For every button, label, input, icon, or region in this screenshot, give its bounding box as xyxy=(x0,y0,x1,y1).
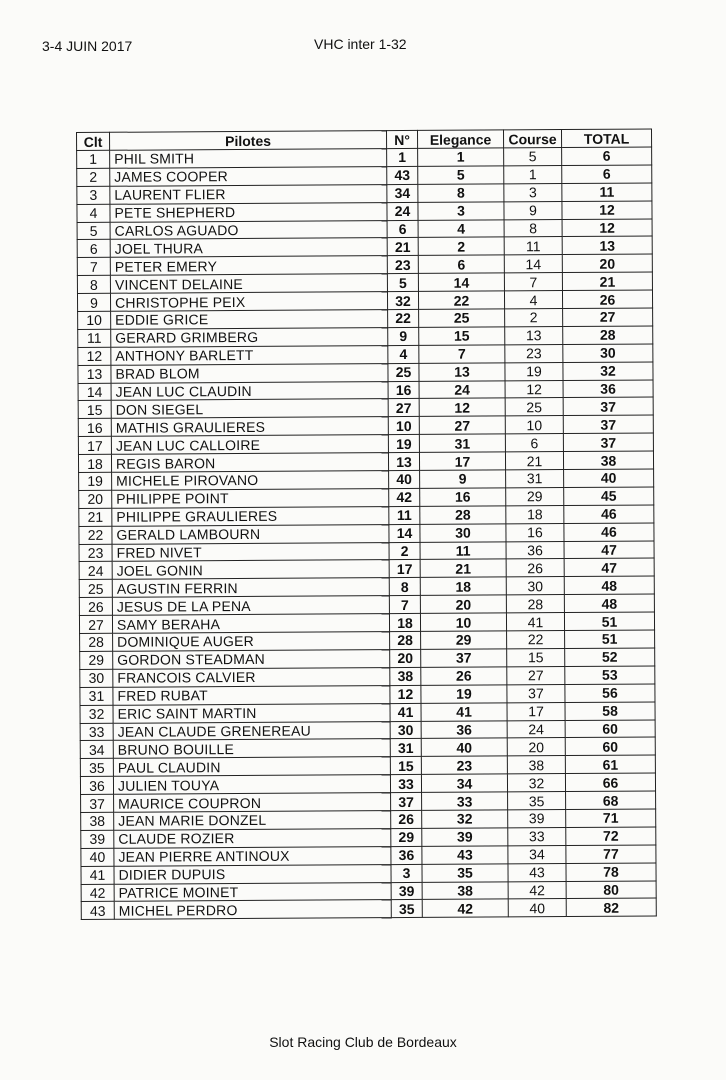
total-cell: 51 xyxy=(564,612,654,630)
car-number-cell: 20 xyxy=(390,649,421,667)
event-title: VHC inter 1-32 xyxy=(314,36,407,52)
course-cell: 11 xyxy=(504,237,562,255)
car-number-cell: 16 xyxy=(388,381,419,399)
elegance-cell: 8 xyxy=(418,184,504,202)
rank-cell: 27 xyxy=(79,615,112,633)
table-row xyxy=(81,898,656,919)
course-cell: 36 xyxy=(506,541,564,559)
total-cell: 47 xyxy=(564,541,654,559)
results-body xyxy=(77,147,657,920)
pilot-name-cell: JAMES COOPER xyxy=(110,166,387,186)
pilot-name-cell: JEAN PIERRE ANTINOUX xyxy=(114,846,391,866)
pilot-name-cell: CHRISTOPHE PEIX xyxy=(110,292,387,312)
elegance-cell: 17 xyxy=(419,452,505,470)
car-number-cell: 4 xyxy=(388,345,419,363)
course-cell: 24 xyxy=(507,720,565,738)
car-number-cell: 32 xyxy=(387,292,418,310)
course-cell: 2 xyxy=(505,309,563,327)
course-cell: 34 xyxy=(508,845,566,863)
total-cell: 78 xyxy=(566,863,656,881)
course-cell: 23 xyxy=(505,344,563,362)
pilot-name-cell: DIDIER DUPUIS xyxy=(114,864,391,884)
total-cell: 13 xyxy=(562,236,652,254)
rank-cell: 20 xyxy=(79,490,112,508)
car-number-cell: 8 xyxy=(389,578,420,596)
course-cell: 21 xyxy=(505,452,563,470)
car-number-cell: 39 xyxy=(391,882,422,900)
elegance-cell: 10 xyxy=(420,613,506,631)
pilot-name-cell: PETE SHEPHERD xyxy=(110,202,387,222)
course-cell: 12 xyxy=(505,380,563,398)
course-cell: 6 xyxy=(505,434,563,452)
car-number-cell: 1 xyxy=(387,148,418,166)
pilot-name-cell: CLAUDE ROZIER xyxy=(114,828,391,848)
total-cell: 51 xyxy=(565,630,655,648)
elegance-cell: 27 xyxy=(419,416,505,434)
pilot-name-cell: FRED NIVET xyxy=(112,542,389,562)
elegance-cell: 7 xyxy=(419,345,505,363)
total-cell: 80 xyxy=(566,880,656,898)
course-cell: 20 xyxy=(507,738,565,756)
car-number-cell: 26 xyxy=(391,810,422,828)
total-cell: 6 xyxy=(562,165,652,183)
elegance-cell: 41 xyxy=(421,702,507,720)
rank-cell: 10 xyxy=(78,311,111,329)
rank-cell: 3 xyxy=(77,186,110,204)
total-cell: 71 xyxy=(566,809,656,827)
course-cell: 16 xyxy=(506,523,564,541)
course-cell: 8 xyxy=(504,219,562,237)
rank-cell: 39 xyxy=(81,830,114,848)
car-number-cell: 15 xyxy=(390,757,421,775)
elegance-cell: 39 xyxy=(422,828,508,846)
pilot-name-cell: PAUL CLAUDIN xyxy=(113,757,390,777)
course-cell: 33 xyxy=(508,827,566,845)
total-cell: 36 xyxy=(563,380,653,398)
elegance-cell: 13 xyxy=(419,363,505,381)
pilot-name-cell: JEAN LUC CALLOIRE xyxy=(111,435,388,455)
pilot-name-cell: JEAN CLAUDE GRENEREAU xyxy=(113,721,390,741)
rank-cell: 13 xyxy=(78,365,111,383)
total-cell: 46 xyxy=(564,523,654,541)
pilot-name-cell: REGIS BARON xyxy=(111,453,388,473)
total-cell: 66 xyxy=(565,773,655,791)
car-number-cell: 17 xyxy=(389,560,420,578)
rank-cell: 26 xyxy=(79,598,112,616)
rank-cell: 7 xyxy=(77,258,110,276)
elegance-cell: 16 xyxy=(420,488,506,506)
rank-cell: 34 xyxy=(80,741,113,759)
pilot-name-cell: GERALD LAMBOURN xyxy=(112,524,389,544)
rank-cell: 23 xyxy=(79,544,112,562)
car-number-cell: 30 xyxy=(390,721,421,739)
elegance-cell: 30 xyxy=(420,524,506,542)
car-number-cell: 35 xyxy=(391,900,422,918)
elegance-cell: 24 xyxy=(419,380,505,398)
course-cell: 18 xyxy=(506,505,564,523)
elegance-cell: 3 xyxy=(418,202,504,220)
event-date: 3-4 JUIN 2017 xyxy=(42,38,133,54)
rank-cell: 1 xyxy=(77,150,110,168)
car-number-cell: 25 xyxy=(388,363,419,381)
course-cell: 15 xyxy=(507,648,565,666)
elegance-cell: 43 xyxy=(422,846,508,864)
rank-cell: 6 xyxy=(77,240,110,258)
total-cell: 61 xyxy=(565,755,655,773)
club-name: Slot Racing Club de Bordeaux xyxy=(269,1034,457,1050)
pilot-name-cell: EDDIE GRICE xyxy=(111,310,388,330)
col-header-number: N° xyxy=(386,130,417,148)
car-number-cell: 21 xyxy=(387,238,418,256)
course-cell: 22 xyxy=(507,631,565,649)
rank-cell: 31 xyxy=(80,687,113,705)
total-cell: 47 xyxy=(564,558,654,576)
pilot-name-cell: CARLOS AGUADO xyxy=(110,220,387,240)
rank-cell: 32 xyxy=(80,705,113,723)
pilot-name-cell: FRANCOIS CALVIER xyxy=(113,667,390,687)
total-cell: 48 xyxy=(564,576,654,594)
total-cell: 72 xyxy=(566,827,656,845)
car-number-cell: 2 xyxy=(389,542,420,560)
course-cell: 19 xyxy=(505,362,563,380)
rank-cell: 12 xyxy=(78,347,111,365)
total-cell: 27 xyxy=(563,308,653,326)
elegance-cell: 11 xyxy=(420,541,506,559)
course-cell: 43 xyxy=(508,863,566,881)
rank-cell: 9 xyxy=(77,293,110,311)
elegance-cell: 38 xyxy=(422,881,508,899)
pilot-name-cell: MICHEL PERDRO xyxy=(114,900,391,920)
course-cell: 42 xyxy=(508,881,566,899)
rank-cell: 41 xyxy=(81,866,114,884)
col-header-course: Course xyxy=(503,130,561,148)
rank-cell: 19 xyxy=(79,472,112,490)
course-cell: 13 xyxy=(505,326,563,344)
total-cell: 12 xyxy=(562,201,652,219)
course-cell: 38 xyxy=(507,756,565,774)
course-cell: 3 xyxy=(504,183,562,201)
course-cell: 27 xyxy=(507,666,565,684)
car-number-cell: 36 xyxy=(391,846,422,864)
pilot-name-cell: PHILIPPE POINT xyxy=(112,489,389,509)
course-cell: 41 xyxy=(506,613,564,631)
pilot-name-cell: JOEL THURA xyxy=(110,238,387,258)
rank-cell: 30 xyxy=(80,669,113,687)
rank-cell: 18 xyxy=(78,454,111,472)
pilot-name-cell: MATHIS GRAULIERES xyxy=(111,417,388,437)
pilot-name-cell: LAURENT FLIER xyxy=(110,184,387,204)
course-cell: 26 xyxy=(506,559,564,577)
car-number-cell: 18 xyxy=(389,614,420,632)
rank-cell: 28 xyxy=(80,633,113,651)
course-cell: 40 xyxy=(508,899,566,917)
car-number-cell: 9 xyxy=(388,327,419,345)
car-number-cell: 37 xyxy=(391,792,422,810)
course-cell: 31 xyxy=(506,470,564,488)
total-cell: 37 xyxy=(563,397,653,415)
elegance-cell: 14 xyxy=(418,273,504,291)
total-cell: 56 xyxy=(565,684,655,702)
total-cell: 37 xyxy=(563,433,653,451)
car-number-cell: 22 xyxy=(388,309,419,327)
elegance-cell: 34 xyxy=(421,774,507,792)
car-number-cell: 11 xyxy=(389,506,420,524)
elegance-cell: 25 xyxy=(419,309,505,327)
elegance-cell: 5 xyxy=(418,166,504,184)
elegance-cell: 26 xyxy=(421,667,507,685)
course-cell: 32 xyxy=(507,774,565,792)
total-cell: 26 xyxy=(562,290,652,308)
pilot-name-cell: ANTHONY BARLETT xyxy=(111,345,388,365)
total-cell: 38 xyxy=(563,451,653,469)
car-number-cell: 38 xyxy=(390,667,421,685)
car-number-cell: 31 xyxy=(390,739,421,757)
rank-cell: 2 xyxy=(77,168,110,186)
course-cell: 37 xyxy=(507,684,565,702)
rank-cell: 42 xyxy=(81,884,114,902)
elegance-cell: 28 xyxy=(420,506,506,524)
total-cell: 60 xyxy=(565,737,655,755)
car-number-cell: 40 xyxy=(389,470,420,488)
course-cell: 30 xyxy=(506,577,564,595)
rank-cell: 11 xyxy=(78,329,111,347)
col-header-clt: Clt xyxy=(77,132,110,150)
elegance-cell: 42 xyxy=(422,899,508,917)
car-number-cell: 12 xyxy=(390,685,421,703)
pilot-name-cell: PATRICE MOINET xyxy=(114,882,391,902)
course-cell: 39 xyxy=(508,809,566,827)
elegance-cell: 4 xyxy=(418,219,504,237)
car-number-cell: 33 xyxy=(390,775,421,793)
rank-cell: 8 xyxy=(77,276,110,294)
course-cell: 9 xyxy=(504,201,562,219)
elegance-cell: 21 xyxy=(420,559,506,577)
car-number-cell: 24 xyxy=(387,202,418,220)
car-number-cell: 14 xyxy=(389,524,420,542)
rank-cell: 38 xyxy=(81,812,114,830)
car-number-cell: 27 xyxy=(388,399,419,417)
rank-cell: 35 xyxy=(80,759,113,777)
pilot-name-cell: BRUNO BOUILLE xyxy=(113,739,390,759)
elegance-cell: 18 xyxy=(420,577,506,595)
car-number-cell: 41 xyxy=(390,703,421,721)
rank-cell: 29 xyxy=(80,651,113,669)
pilot-name-cell: PETER EMERY xyxy=(110,256,387,276)
course-cell: 14 xyxy=(504,255,562,273)
pilot-name-cell: PHILIPPE GRAULIERES xyxy=(112,506,389,526)
elegance-cell: 1 xyxy=(418,148,504,166)
elegance-cell: 22 xyxy=(418,291,504,309)
car-number-cell: 43 xyxy=(387,166,418,184)
rank-cell: 40 xyxy=(81,848,114,866)
elegance-cell: 32 xyxy=(422,810,508,828)
elegance-cell: 36 xyxy=(421,720,507,738)
car-number-cell: 28 xyxy=(390,631,421,649)
total-cell: 45 xyxy=(564,487,654,505)
total-cell: 32 xyxy=(563,362,653,380)
rank-cell: 4 xyxy=(77,204,110,222)
total-cell: 58 xyxy=(565,702,655,720)
car-number-cell: 29 xyxy=(391,828,422,846)
col-header-elegance: Elegance xyxy=(417,130,503,149)
total-cell: 46 xyxy=(564,505,654,523)
total-cell: 11 xyxy=(562,183,652,201)
total-cell: 48 xyxy=(564,594,654,612)
total-cell: 60 xyxy=(565,719,655,737)
rank-cell: 15 xyxy=(78,401,111,419)
course-cell: 4 xyxy=(504,291,562,309)
total-cell: 82 xyxy=(566,898,656,916)
total-cell: 6 xyxy=(562,147,652,165)
pilot-name-cell: MICHELE PIROVANO xyxy=(112,471,389,491)
rank-cell: 37 xyxy=(81,794,114,812)
elegance-cell: 2 xyxy=(418,237,504,255)
course-cell: 10 xyxy=(505,416,563,434)
pilot-name-cell: JEAN LUC CLAUDIN xyxy=(111,381,388,401)
course-cell: 1 xyxy=(504,165,562,183)
pilot-name-cell: MAURICE COUPRON xyxy=(114,793,391,813)
pilot-name-cell: AGUSTIN FERRIN xyxy=(112,578,389,598)
rank-cell: 22 xyxy=(79,526,112,544)
elegance-cell: 19 xyxy=(421,685,507,703)
car-number-cell: 5 xyxy=(387,274,418,292)
results-table xyxy=(76,128,657,920)
rank-cell: 24 xyxy=(79,562,112,580)
car-number-cell: 7 xyxy=(389,596,420,614)
pilot-name-cell: GORDON STEADMAN xyxy=(113,650,390,670)
col-header-pilotes: Pilotes xyxy=(110,131,387,151)
car-number-cell: 13 xyxy=(388,453,419,471)
course-cell: 25 xyxy=(505,398,563,416)
rank-cell: 5 xyxy=(77,222,110,240)
total-cell: 30 xyxy=(563,344,653,362)
total-cell: 40 xyxy=(564,469,654,487)
total-cell: 68 xyxy=(566,791,656,809)
pilot-name-cell: SAMY BERAHA xyxy=(112,614,389,634)
elegance-cell: 37 xyxy=(421,649,507,667)
total-cell: 77 xyxy=(566,845,656,863)
total-cell: 28 xyxy=(563,326,653,344)
elegance-cell: 9 xyxy=(420,470,506,488)
elegance-cell: 23 xyxy=(421,756,507,774)
total-cell: 12 xyxy=(562,219,652,237)
total-cell: 21 xyxy=(562,272,652,290)
elegance-cell: 33 xyxy=(422,792,508,810)
pilot-name-cell: FRED RUBAT xyxy=(113,685,390,705)
course-cell: 29 xyxy=(506,487,564,505)
rank-cell: 16 xyxy=(78,419,111,437)
rank-cell: 33 xyxy=(80,723,113,741)
car-number-cell: 34 xyxy=(387,184,418,202)
pilot-name-cell: JEAN MARIE DONZEL xyxy=(114,811,391,831)
elegance-cell: 12 xyxy=(419,398,505,416)
rank-cell: 36 xyxy=(80,776,113,794)
pilot-name-cell: ERIC SAINT MARTIN xyxy=(113,703,390,723)
elegance-cell: 29 xyxy=(421,631,507,649)
elegance-cell: 31 xyxy=(419,434,505,452)
elegance-cell: 40 xyxy=(421,738,507,756)
rank-cell: 21 xyxy=(79,508,112,526)
rank-cell: 43 xyxy=(81,902,114,920)
rank-cell: 14 xyxy=(78,383,111,401)
pilot-name-cell: GERARD GRIMBERG xyxy=(111,328,388,348)
elegance-cell: 35 xyxy=(422,863,508,881)
car-number-cell: 19 xyxy=(388,435,419,453)
elegance-cell: 6 xyxy=(418,255,504,273)
pilot-name-cell: JESUS DE LA PENA xyxy=(112,596,389,616)
course-cell: 17 xyxy=(507,702,565,720)
total-cell: 53 xyxy=(565,666,655,684)
car-number-cell: 23 xyxy=(387,256,418,274)
car-number-cell: 42 xyxy=(389,488,420,506)
pilot-name-cell: BRAD BLOM xyxy=(111,363,388,383)
total-cell: 20 xyxy=(562,254,652,272)
pilot-name-cell: DOMINIQUE AUGER xyxy=(113,632,390,652)
course-cell: 7 xyxy=(504,273,562,291)
total-cell: 37 xyxy=(563,415,653,433)
pilot-name-cell: PHIL SMITH xyxy=(110,149,387,169)
pilot-name-cell: JULIEN TOUYA xyxy=(113,775,390,795)
pilot-name-cell: VINCENT DELAINE xyxy=(110,274,387,294)
elegance-cell: 20 xyxy=(420,595,506,613)
car-number-cell: 6 xyxy=(387,220,418,238)
course-cell: 28 xyxy=(506,595,564,613)
col-header-total: TOTAL xyxy=(561,129,651,148)
pilot-name-cell: DON SIEGEL xyxy=(111,399,388,419)
pilot-name-cell: JOEL GONIN xyxy=(112,560,389,580)
car-number-cell: 10 xyxy=(388,417,419,435)
car-number-cell: 3 xyxy=(391,864,422,882)
elegance-cell: 15 xyxy=(419,327,505,345)
rank-cell: 25 xyxy=(79,580,112,598)
course-cell: 5 xyxy=(504,148,562,166)
total-cell: 52 xyxy=(565,648,655,666)
rank-cell: 17 xyxy=(78,437,111,455)
course-cell: 35 xyxy=(508,792,566,810)
